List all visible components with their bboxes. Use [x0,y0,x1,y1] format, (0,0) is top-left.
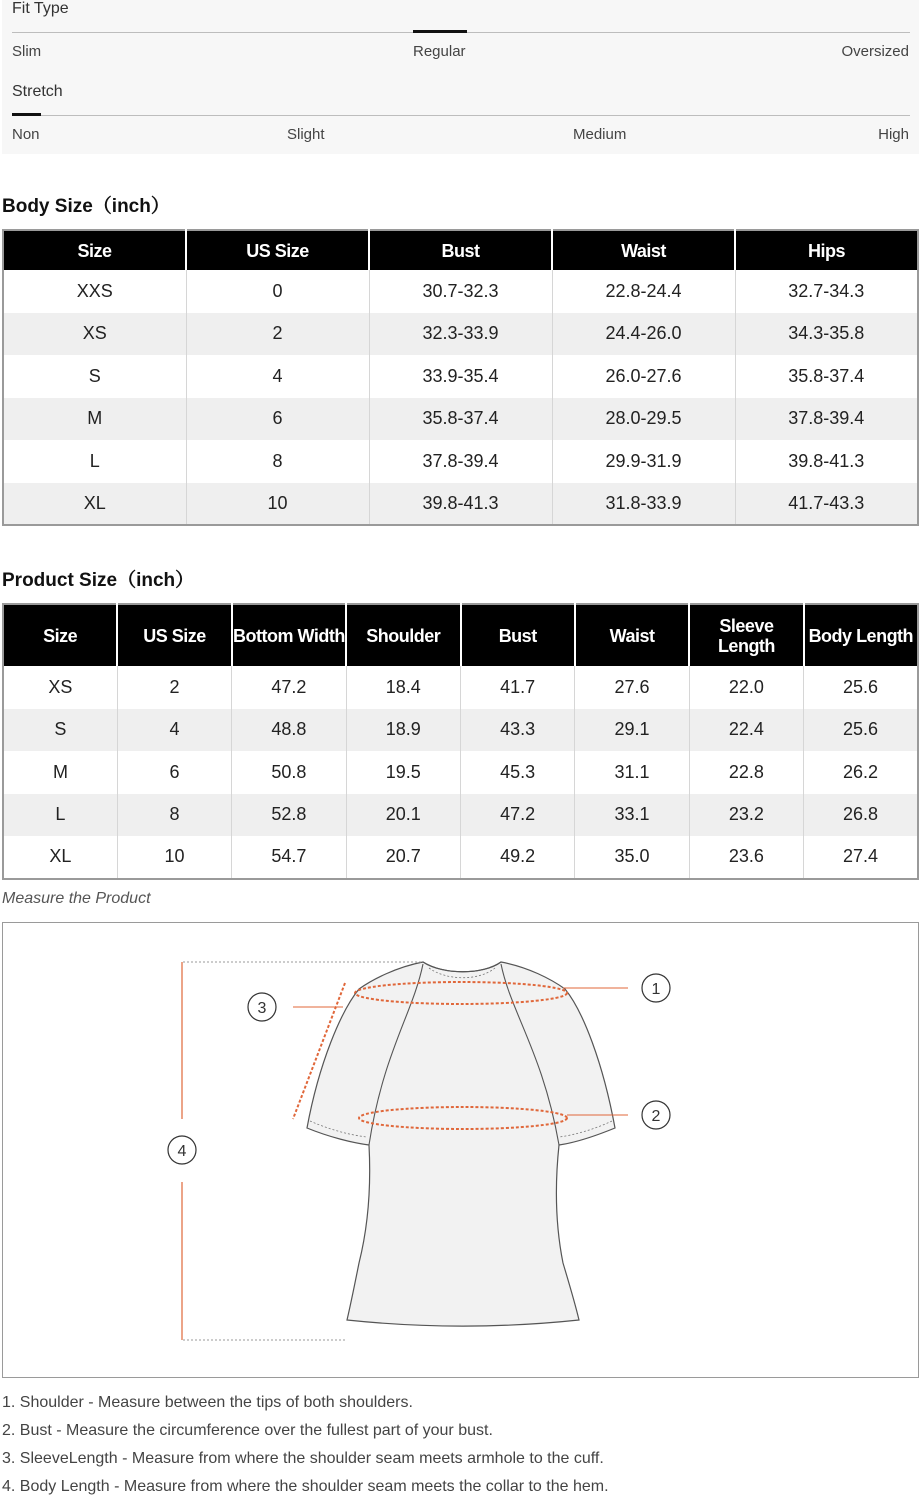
table-cell: 39.8-41.3 [369,483,552,526]
table-row [3,666,918,709]
marker-2-label: 2 [651,1108,661,1125]
table-row [3,709,918,752]
table-cell: 37.8-39.4 [369,440,552,483]
table-cell: 26.0-27.6 [552,355,735,398]
table-cell: 27.4 [804,836,918,879]
stretch-option-non: Non [12,126,40,143]
measure-caption: Measure the Product [2,890,151,907]
marker-1-label: 1 [651,981,661,998]
fit-type-selected-marker [413,30,467,33]
table-cell: 6 [117,751,231,794]
table-cell: 52.8 [232,794,346,837]
table-row [3,398,918,441]
table-cell: 30.7-32.3 [369,270,552,313]
product-size-header-cell: Bust [461,604,575,666]
table-cell: 23.2 [689,794,803,837]
table-cell: 37.8-39.4 [735,398,918,441]
table-cell: XS [48,676,73,697]
body-size-header-cell: Waist [552,230,735,270]
table-cell: 29.9-31.9 [552,440,735,483]
table-cell: 2 [117,666,231,709]
table-cell: 20.1 [346,794,460,837]
table-cell: 10 [186,483,369,526]
body-size-header-cell: Size [3,230,186,270]
table-cell: 18.9 [346,709,460,752]
measurement-diagram [2,922,919,1378]
table-row [3,440,918,483]
fit-type-option-oversized: Oversized [841,43,909,60]
body-size-header-row [3,230,918,270]
measurement-notes [2,1392,919,1500]
table-cell: 29.1 [575,709,689,752]
table-cell: XL [49,846,72,867]
product-size-header-cell: Sleeve Length [689,604,803,666]
table-cell: 35.0 [575,836,689,879]
table-cell: 22.8-24.4 [552,270,735,313]
table-cell: 26.8 [804,794,918,837]
table-cell: 47.2 [461,794,575,837]
table-cell: 35.8-37.4 [369,398,552,441]
marker-4-label: 4 [177,1143,187,1160]
stretch-option-slight: Slight [287,126,325,143]
table-cell: 2 [186,313,369,356]
table-cell: 25.6 [804,666,918,709]
table-cell: 22.8 [689,751,803,794]
table-cell: 24.4-26.0 [552,313,735,356]
table-cell: S [3,709,117,752]
table-cell: XS [3,313,186,356]
table-cell: 27.6 [575,666,689,709]
table-cell: L [89,450,100,471]
fit-type-option-slim: Slim [12,43,42,60]
product-size-title: Product Size（inch） [2,570,195,591]
product-size-header-cell: US Size [117,604,231,666]
table-cell: 28.0-29.5 [552,398,735,441]
table-cell: 22.0 [689,666,803,709]
table-cell: 41.7-43.3 [735,483,918,526]
table-row [3,313,918,356]
body-size-rows [3,270,918,525]
table-cell: XXS [76,280,113,301]
body-size-table [2,229,919,526]
note-body-length: 4. Body Length - Measure from where the shoulder seam meets the collar to the hem. [2,1478,609,1495]
table-cell: M [3,398,186,441]
table-cell: 4 [117,709,231,752]
table-cell: 43.3 [461,709,575,752]
product-size-table [2,603,919,880]
table-row [3,751,918,794]
table-row [3,483,918,526]
body-size-header-cell: US Size [186,230,369,270]
table-cell: 19.5 [346,751,460,794]
table-cell: L [3,794,117,837]
note-bust: 2. Bust - Measure the circumference over the fullest part of your bust. [2,1422,493,1439]
table-cell: 22.4 [689,709,803,752]
table-cell: 26.2 [804,751,918,794]
table-cell: 18.4 [346,666,460,709]
body-size-header-cell: Hips [735,230,918,270]
table-row [3,355,918,398]
stretch-selected-marker [12,113,41,116]
product-size-header-cell: Body Length [804,604,918,666]
table-cell: 41.7 [461,666,575,709]
fit-type-option-regular: Regular [413,43,466,60]
table-cell: 45.3 [461,751,575,794]
tshirt-diagram [3,923,920,1379]
stretch-label: Stretch [12,83,63,100]
table-cell: 20.7 [346,836,460,879]
table-cell: 34.3-35.8 [735,313,918,356]
table-cell: 47.2 [232,666,346,709]
product-size-header-cell: Waist [575,604,689,666]
tshirt-body-shape [307,962,615,1326]
body-size-header-cell: Bust [369,230,552,270]
table-cell: M [52,761,68,782]
table-cell: 32.7-34.3 [735,270,918,313]
table-cell: 4 [186,355,369,398]
table-cell: 35.8-37.4 [735,355,918,398]
table-cell: 10 [117,836,231,879]
table-cell: 32.3-33.9 [369,313,552,356]
product-size-rows [3,666,918,879]
table-cell: 50.8 [232,751,346,794]
table-row [3,270,918,313]
table-cell: 31.1 [575,751,689,794]
product-size-header-cell: Shoulder [346,604,460,666]
table-cell: 48.8 [232,709,346,752]
table-row [3,836,918,879]
stretch-track [12,115,910,116]
table-cell: XL [3,483,186,526]
table-cell: 0 [186,270,369,313]
table-cell: 31.8-33.9 [552,483,735,526]
note-shoulder: 1. Shoulder - Measure between the tips of both shoulders. [2,1394,413,1411]
note-sleeve-length: 3. SleeveLength - Measure from where the shoulder seam meets armhole to the cuff. [2,1450,604,1467]
table-cell: 23.6 [689,836,803,879]
stretch-option-medium: Medium [573,126,627,143]
fit-type-label: Fit Type [12,0,69,17]
stretch-option-high: High [878,126,909,143]
table-cell: 33.9-35.4 [369,355,552,398]
table-cell: 33.1 [575,794,689,837]
table-cell: 39.8-41.3 [735,440,918,483]
body-size-title: Body Size（inch） [2,196,170,217]
table-cell: 25.6 [804,709,918,752]
product-size-header-row [3,604,918,666]
table-cell: 8 [186,440,369,483]
table-row [3,794,918,837]
table-cell: 54.7 [232,836,346,879]
product-size-header-cell: Size [3,604,117,666]
marker-3-label: 3 [257,1000,267,1017]
table-cell: 49.2 [461,836,575,879]
product-size-header-cell: Bottom Width [232,604,346,666]
table-cell: S [88,365,101,386]
fit-panel [2,0,919,154]
table-cell: 6 [186,398,369,441]
table-cell: 8 [117,794,231,837]
